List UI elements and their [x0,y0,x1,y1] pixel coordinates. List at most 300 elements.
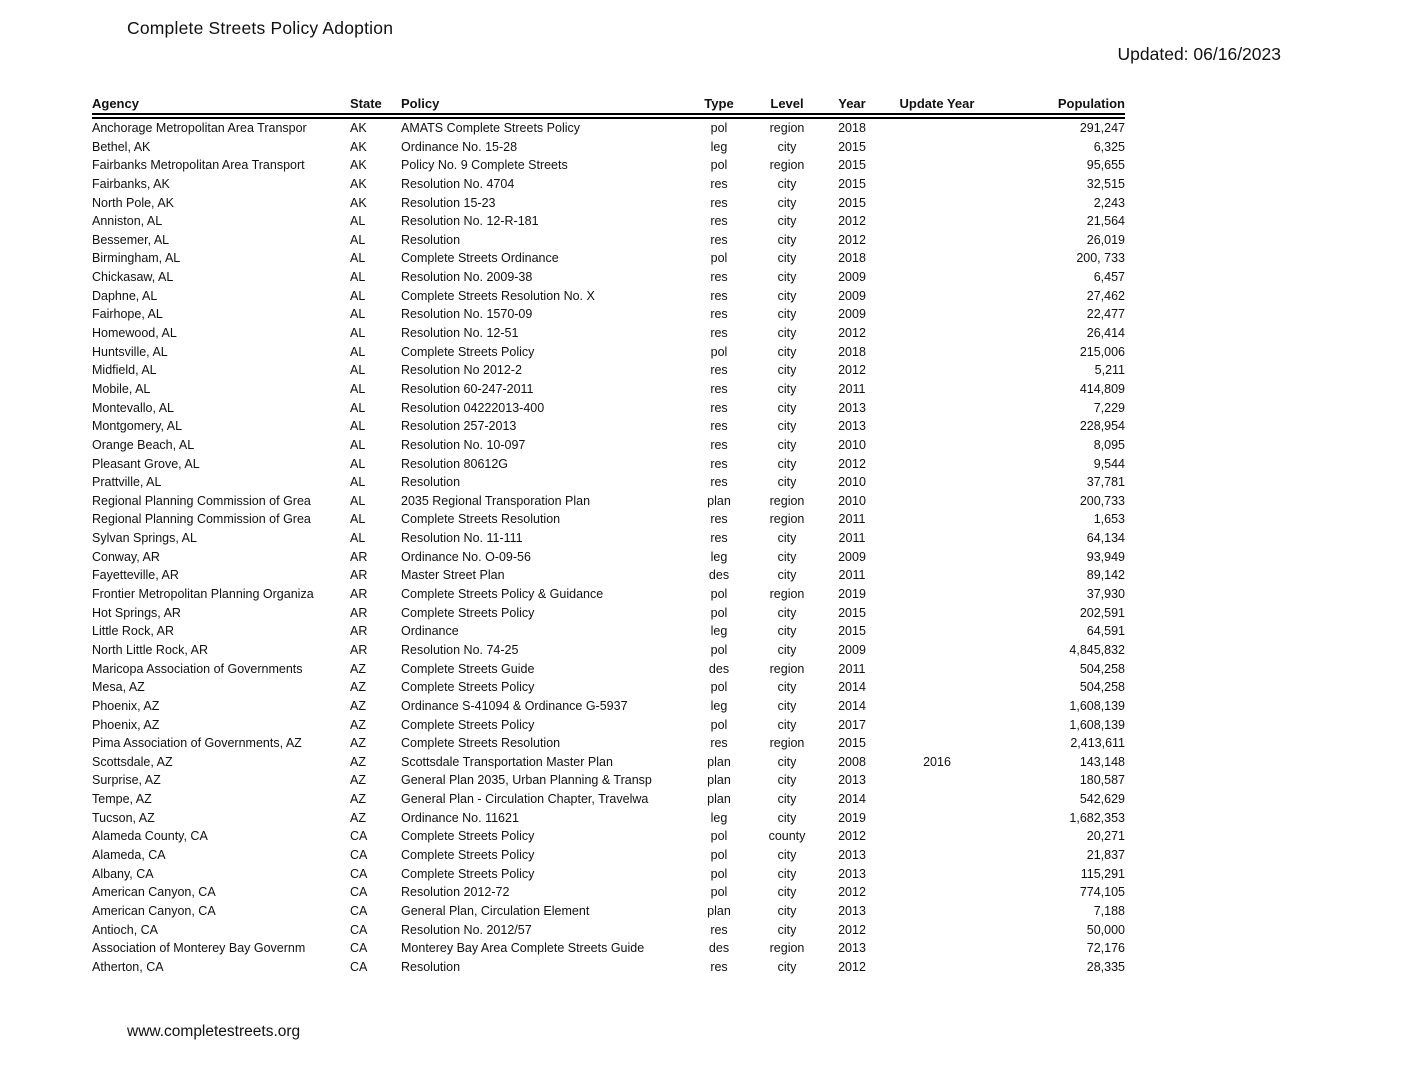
cell-pop: 1,608,139 [1069,698,1125,713]
cell-level: region [769,158,805,173]
cell-level: city [777,847,797,862]
cell-pop: 414,809 [1079,381,1125,396]
cell-level: city [777,624,797,639]
cell-update [877,268,997,287]
cell-update [877,883,997,902]
cell-type: leg [710,810,728,825]
table-row [92,194,1125,213]
table-row [92,268,1125,287]
cell-update [877,212,997,231]
cell-agency: Prattville, AL [92,475,162,490]
cell-update: 2016 [923,754,951,769]
cell-pop: 7,229 [1093,400,1125,415]
cell-pop: 1,682,353 [1069,810,1125,825]
cell-agency: Phoenix, AZ [92,717,160,732]
cell-year: 2011 [838,381,866,396]
table-row [92,790,1125,809]
cell-state: AZ [350,680,366,695]
cell-state: AL [350,531,366,546]
cell-level: region [769,941,805,956]
cell-year: 2011 [838,512,866,527]
cell-year: 2015 [838,176,866,191]
cell-year: 2013 [838,941,866,956]
cell-level: region [769,587,805,602]
cell-policy: Resolution No. 12-51 [401,326,519,341]
cell-pop: 72,176 [1086,941,1125,956]
cell-year: 2015 [838,139,866,154]
cell-state: CA [350,959,368,974]
cell-level: city [777,549,797,564]
table-row [92,380,1125,399]
table-row [92,734,1125,753]
cell-agency: Regional Planning Commission of Grea [92,493,311,508]
table-row [92,622,1125,641]
cell-year: 2013 [838,866,866,881]
cell-agency: Pleasant Grove, AL [92,456,200,471]
cell-level: city [777,232,797,247]
cell-pop: 115,291 [1080,866,1125,881]
cell-policy: Resolution No. 4704 [401,176,515,191]
cell-update [877,455,997,474]
cell-state: CA [350,922,368,937]
table-row [92,175,1125,194]
cell-agency: American Canyon, CA [92,903,216,918]
cell-level: city [777,810,797,825]
cell-update [877,641,997,660]
cell-pop: 1,608,139 [1069,717,1125,732]
cell-level: city [777,959,797,974]
cell-year: 2015 [838,605,866,620]
cell-type: pol [710,885,728,900]
page-title: Complete Streets Policy Adoption [127,18,394,38]
cell-agency: Montgomery, AL [92,419,183,434]
cell-state: AL [350,475,366,490]
cell-policy: Complete Streets Policy [401,605,535,620]
cell-level: city [777,381,797,396]
cell-policy: Resolution [401,232,461,247]
cell-policy: Complete Streets Policy [401,344,535,359]
cell-year: 2013 [838,419,866,434]
cell-pop: 143,148 [1079,754,1125,769]
cell-pop: 27,462 [1086,288,1125,303]
updated-date: Updated: 06/16/2023 [1117,44,1281,64]
cell-agency: Alameda, CA [92,847,166,862]
cell-state: AL [350,493,366,508]
table-row [92,287,1125,306]
cell-pop: 21,837 [1086,847,1125,862]
cell-state: AL [350,400,366,415]
cell-year: 2015 [838,158,866,173]
cell-state: AZ [350,773,366,788]
cell-pop: 64,134 [1086,531,1125,546]
cell-state: AL [350,437,366,452]
cell-type: res [710,270,728,285]
cell-state: AR [350,549,368,564]
cell-policy: AMATS Complete Streets Policy [401,121,580,135]
cell-policy: Resolution No. 74-25 [401,642,519,657]
cell-type: pol [710,121,728,135]
cell-update [877,790,997,809]
cell-year: 2015 [838,195,866,210]
cell-agency: Association of Monterey Bay Governm [92,941,306,956]
cell-pop: 504,258 [1079,661,1125,676]
cell-agency: Orange Beach, AL [92,437,195,452]
cell-policy: Resolution No. 10-097 [401,437,526,452]
cell-agency: North Little Rock, AR [92,642,209,657]
cell-update [877,585,997,604]
cell-level: city [777,195,797,210]
cell-agency: Atherton, CA [92,959,164,974]
cell-pop: 2,413,611 [1070,736,1125,751]
table-row [92,921,1125,940]
cell-policy: Resolution 2012-72 [401,885,510,900]
cell-agency: Little Rock, AR [92,624,174,639]
cell-year: 2013 [838,400,866,415]
cell-pop: 7,188 [1093,903,1125,918]
cell-type: res [710,475,728,490]
cell-state: AZ [350,810,366,825]
table-row [92,939,1125,958]
cell-year: 2012 [838,456,866,471]
cell-type: pol [710,158,728,173]
cell-pop: 5,211 [1094,363,1125,378]
cell-type: pol [710,866,728,881]
cell-type: pol [710,251,728,266]
table-row [92,324,1125,343]
cell-update [877,958,997,977]
cell-type: res [710,232,728,247]
cell-state: AZ [350,698,366,713]
cell-type: des [708,661,730,676]
cell-state: AL [350,288,366,303]
cell-update [877,846,997,865]
cell-policy: Complete Streets Policy & Guidance [401,587,604,602]
cell-state: CA [350,903,368,918]
cell-pop: 6,457 [1093,270,1125,285]
cell-policy: Complete Streets Guide [401,661,535,676]
cell-pop: 774,105 [1079,885,1125,900]
table-row [92,827,1125,846]
cell-state: AL [350,232,366,247]
cell-agency: Regional Planning Commission of Grea [92,512,311,527]
cell-year: 2009 [838,642,866,657]
cell-pop: 8,095 [1093,437,1125,452]
cell-level: city [777,251,797,266]
cell-type: des [708,568,730,583]
cell-type: res [710,400,728,415]
table-row [92,865,1125,884]
cell-update [877,175,997,194]
cell-year: 2018 [838,121,866,135]
cell-pop: 89,142 [1086,568,1125,583]
cell-level: city [777,326,797,341]
cell-level: city [777,698,797,713]
cell-level: region [769,512,805,527]
cell-type: res [710,288,728,303]
cell-year: 2010 [838,437,866,452]
cell-year: 2013 [838,903,866,918]
cell-state: AL [350,381,366,396]
cell-level: city [777,437,797,452]
table-row [92,510,1125,529]
cell-type: res [710,512,728,527]
cell-agency: American Canyon, CA [92,885,216,900]
table-row [92,156,1125,175]
cell-state: CA [350,885,368,900]
cell-state: CA [350,941,368,956]
cell-level: city [777,531,797,546]
table-row [92,604,1125,623]
cell-policy: General Plan 2035, Urban Planning & Transp [401,773,652,788]
table-row [92,697,1125,716]
cell-type: pol [710,642,728,657]
cell-state: AR [350,587,368,602]
cell-state: CA [350,829,368,844]
cell-level: city [777,773,797,788]
cell-state: AZ [350,717,366,732]
cell-agency: Midfield, AL [92,363,157,378]
cell-policy: Resolution 60-247-2011 [401,381,534,396]
cell-type: pol [710,680,728,695]
cell-type: pol [710,847,728,862]
cell-update [877,734,997,753]
table-row [92,846,1125,865]
cell-policy: Complete Streets Policy [401,717,535,732]
cell-state: AL [350,419,366,434]
cell-agency: Pima Association of Governments, AZ [92,736,302,751]
table-row [92,716,1125,735]
table-row [92,249,1125,268]
cell-year: 2011 [838,531,866,546]
table-row [92,399,1125,418]
cell-level: region [769,661,805,676]
cell-update [877,697,997,716]
cell-agency: Sylvan Springs, AL [92,531,197,546]
cell-update [877,231,997,250]
table-row [92,473,1125,492]
cell-year: 2012 [838,232,866,247]
cell-type: res [710,959,728,974]
cell-level: region [769,493,805,508]
cell-state: AR [350,624,368,639]
column-header-agency: Agency [92,96,139,111]
table-row [92,138,1125,157]
cell-state: AR [350,642,368,657]
table-row [92,753,1125,772]
cell-agency: Maricopa Association of Governments [92,661,303,676]
cell-policy: Resolution 15-23 [401,195,496,210]
cell-level: city [777,642,797,657]
cell-level: county [768,829,806,844]
cell-level: city [777,363,797,378]
cell-state: AL [350,344,366,359]
cell-type: plan [707,754,731,769]
cell-year: 2014 [838,792,866,807]
cell-level: city [777,475,797,490]
cell-type: pol [710,717,728,732]
cell-pop: 9,544 [1093,456,1125,471]
cell-policy: Resolution 80612G [401,456,509,471]
cell-agency: Fairbanks Metropolitan Area Transport [92,158,305,173]
table-row [92,883,1125,902]
cell-policy: Resolution [401,475,461,490]
cell-agency: Alameda County, CA [92,829,208,844]
cell-pop: 37,781 [1086,475,1125,490]
cell-year: 2012 [838,363,866,378]
column-header-pop: Population [1057,96,1125,111]
cell-policy: 2035 Regional Transporation Plan [401,493,591,508]
cell-policy: Ordinance No. 11621 [401,810,519,825]
cell-update [877,380,997,399]
cell-agency: Anchorage Metropolitan Area Transpor [92,121,307,135]
cell-pop: 215,006 [1079,344,1125,359]
cell-pop: 4,845,832 [1069,642,1125,657]
table-row [92,231,1125,250]
cell-type: res [710,922,728,937]
cell-update [877,827,997,846]
cell-agency: Surprise, AZ [92,773,161,788]
cell-update [877,138,997,157]
cell-year: 2015 [838,624,866,639]
cell-year: 2010 [838,475,866,490]
cell-type: plan [707,903,731,918]
table-row [92,119,1125,138]
cell-update [877,529,997,548]
cell-update [877,678,997,697]
cell-state: AZ [350,736,366,751]
cell-year: 2014 [838,698,866,713]
cell-pop: 2,243 [1093,195,1125,210]
cell-type: res [710,381,728,396]
column-header-year: Year [838,96,866,111]
table-row [92,548,1125,567]
cell-pop: 504,258 [1079,680,1125,695]
cell-year: 2011 [838,661,866,676]
cell-type: plan [707,493,731,508]
cell-type: res [710,419,728,434]
policy-table [92,95,1125,976]
cell-type: plan [707,792,731,807]
cell-policy: Complete Streets Policy [401,866,535,881]
cell-year: 2010 [838,493,866,508]
cell-level: city [777,680,797,695]
cell-level: city [777,419,797,434]
cell-policy: Resolution [401,959,461,974]
cell-state: AL [350,456,366,471]
cell-year: 2009 [838,288,866,303]
cell-year: 2012 [838,829,866,844]
cell-update [877,604,997,623]
cell-pop: 22,477 [1086,307,1125,322]
cell-policy: Resolution No. 12-R-181 [401,214,539,229]
cell-year: 2018 [838,344,866,359]
cell-update [877,716,997,735]
cell-update [877,436,997,455]
cell-pop: 180,587 [1079,773,1125,788]
cell-level: city [777,717,797,732]
cell-year: 2013 [838,847,866,862]
cell-year: 2019 [838,587,866,602]
cell-agency: Anniston, AL [92,214,163,229]
cell-agency: Mesa, AZ [92,680,145,695]
cell-agency: Bessemer, AL [92,232,170,247]
cell-update [877,473,997,492]
cell-policy: Scottsdale Transportation Master Plan [401,754,613,769]
table-body [92,119,1125,976]
cell-pop: 228,954 [1079,419,1125,434]
cell-agency: Huntsville, AL [92,344,168,359]
table-row [92,492,1125,511]
cell-pop: 26,019 [1086,232,1125,247]
cell-level: city [777,139,797,154]
cell-update [877,119,997,138]
cell-state: AZ [350,754,366,769]
cell-pop: 50,000 [1086,922,1125,937]
cell-state: AZ [350,792,366,807]
cell-policy: General Plan, Circulation Element [401,903,590,918]
cell-update [877,287,997,306]
cell-state: AL [350,326,366,341]
cell-policy: Resolution No 2012-2 [401,363,522,378]
cell-update [877,548,997,567]
cell-update [877,902,997,921]
cell-type: pol [710,344,728,359]
column-header-state: State [350,96,382,111]
cell-state: AR [350,605,368,620]
cell-agency: Antioch, CA [92,922,159,937]
cell-agency: Scottsdale, AZ [92,754,173,769]
table-row [92,566,1125,585]
cell-type: leg [710,549,728,564]
table-row [92,809,1125,828]
table-row [92,958,1125,977]
cell-agency: Daphne, AL [92,288,158,303]
cell-policy: Resolution 04222013-400 [401,400,545,415]
cell-update [877,660,997,679]
cell-year: 2014 [838,680,866,695]
cell-type: res [710,307,728,322]
cell-level: city [777,605,797,620]
cell-state: AK [350,121,367,135]
cell-level: city [777,270,797,285]
table-row [92,660,1125,679]
cell-agency: Montevallo, AL [92,400,174,415]
cell-pop: 93,949 [1086,549,1125,564]
column-header-level: Level [770,96,804,111]
cell-type: leg [710,698,728,713]
cell-year: 2012 [838,922,866,937]
table-row [92,771,1125,790]
cell-state: CA [350,866,368,881]
table-row [92,641,1125,660]
cell-type: res [710,363,728,378]
cell-state: AK [350,139,367,154]
cell-type: res [710,326,728,341]
cell-pop: 200,733 [1079,493,1125,508]
cell-state: CA [350,847,368,862]
cell-state: AK [350,176,367,191]
cell-policy: Resolution 257-2013 [401,419,517,434]
cell-agency: Frontier Metropolitan Planning Organiza [92,587,314,602]
cell-level: region [769,121,805,135]
cell-level: city [777,307,797,322]
table-row [92,529,1125,548]
table-row [92,902,1125,921]
cell-type: res [710,736,728,751]
cell-update [877,566,997,585]
table-row [92,455,1125,474]
cell-policy: Complete Streets Policy [401,680,535,695]
